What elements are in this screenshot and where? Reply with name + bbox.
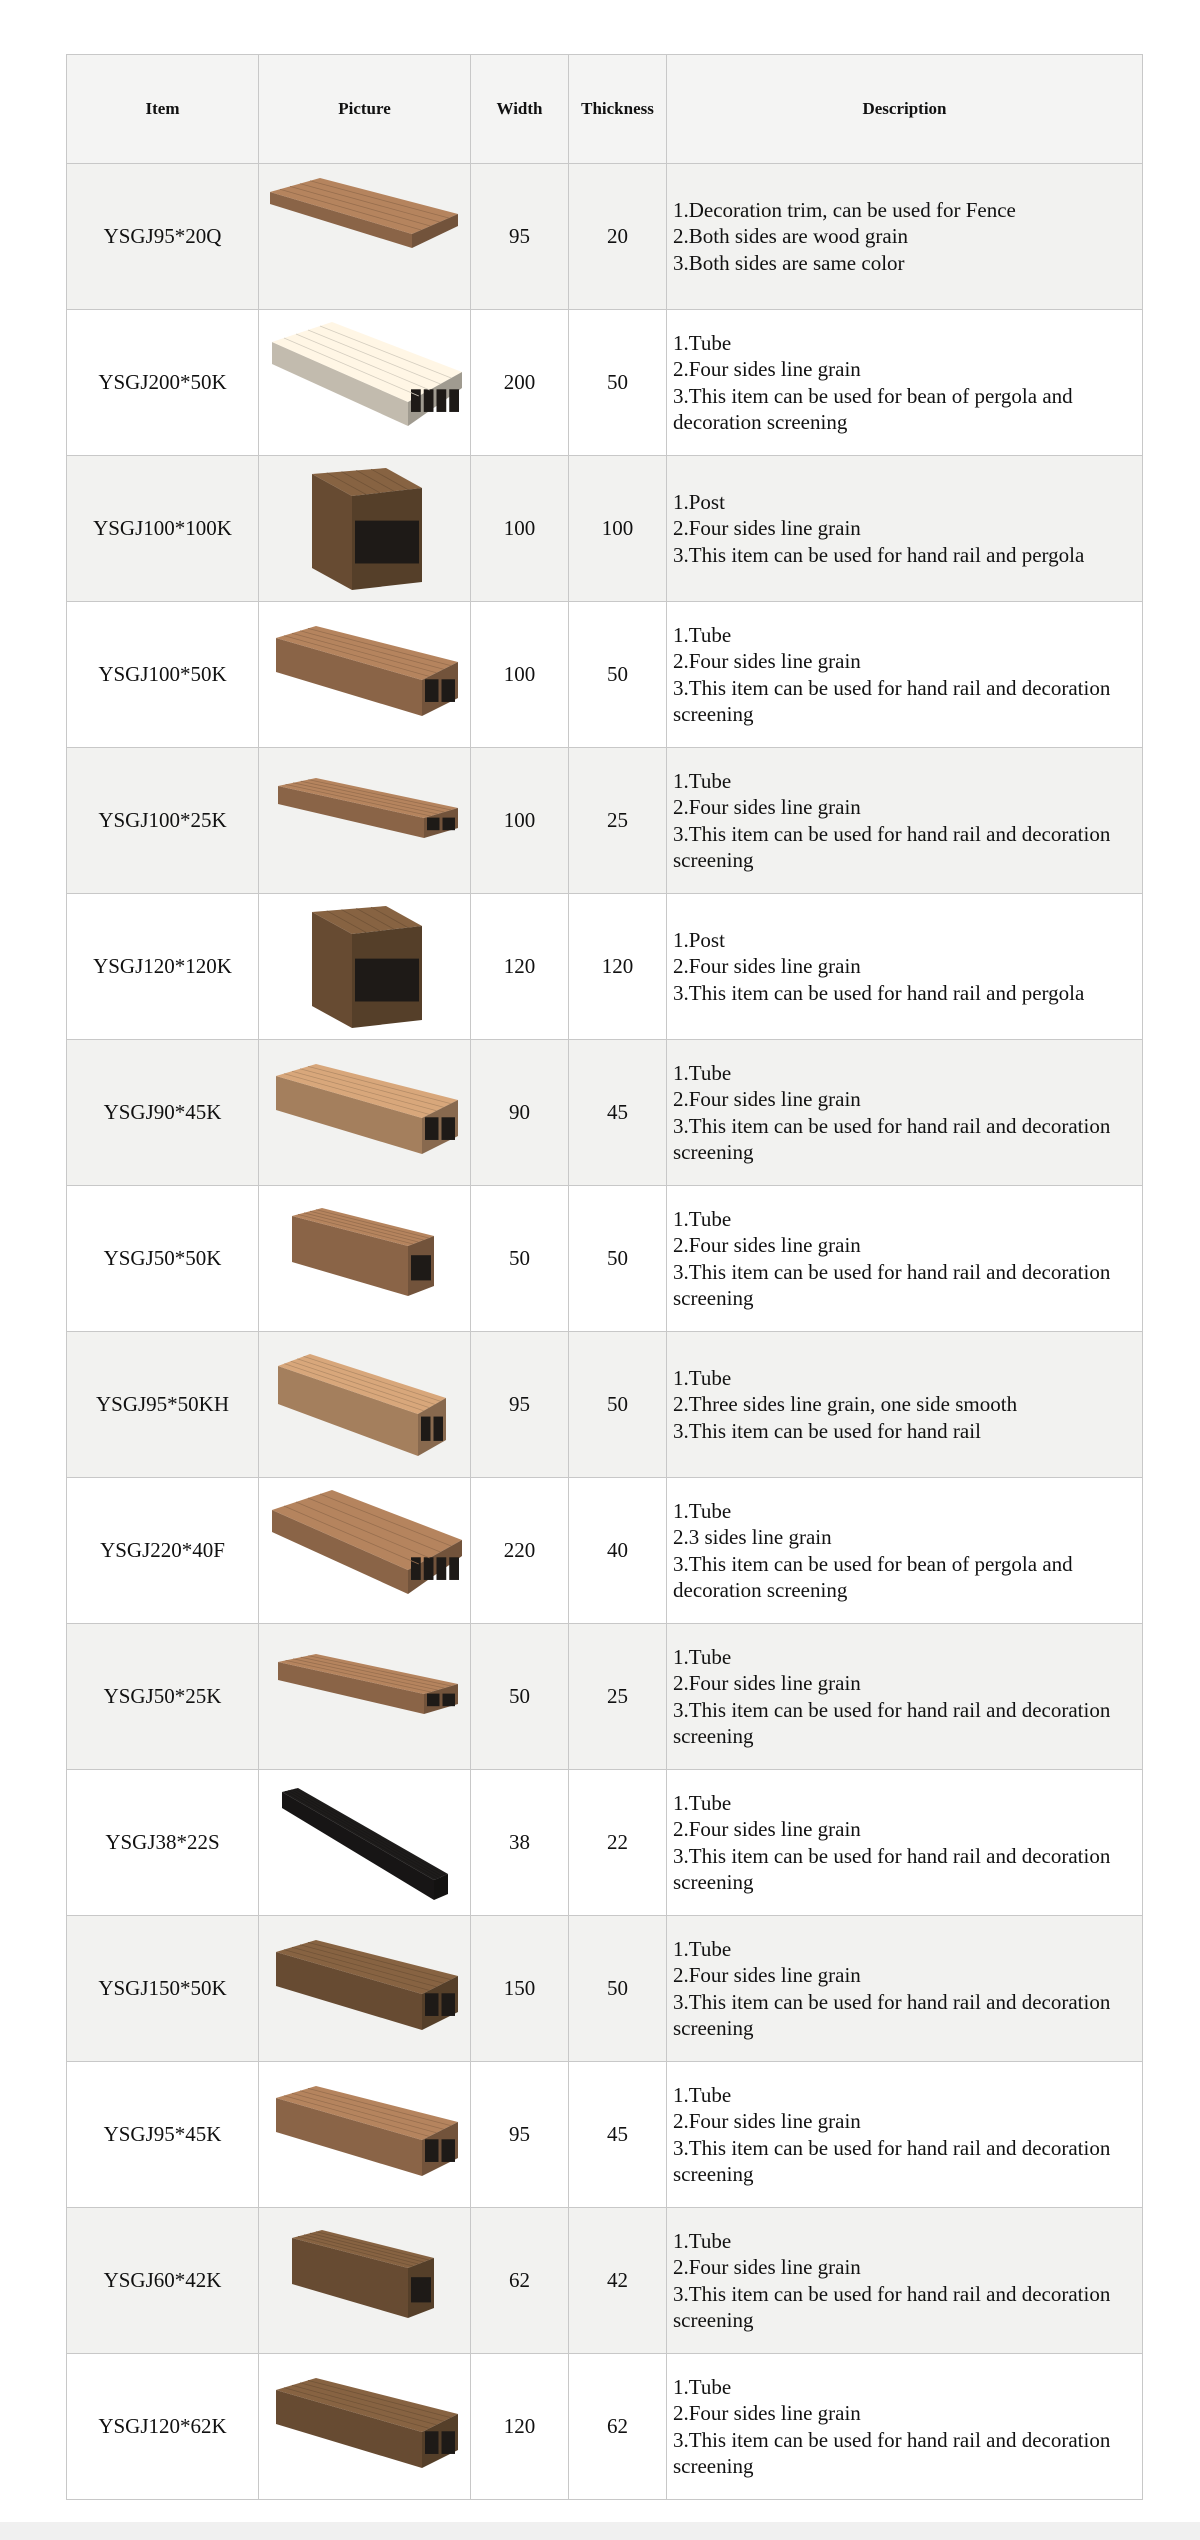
description-line: 1.Post [673, 927, 725, 952]
square-post-icon [262, 464, 468, 594]
width-value: 62 [471, 2208, 569, 2354]
description-line: 2.Four sides line grain [673, 516, 861, 541]
thickness-value: 25 [569, 1624, 667, 1770]
table-row [67, 164, 1143, 310]
product-chamber [423, 1557, 433, 1580]
flat-tube-icon [262, 1632, 468, 1762]
description-line: 1.Tube [673, 330, 732, 355]
product-chamber [441, 1117, 455, 1140]
description-cell [667, 1332, 1143, 1478]
width-value: 90 [471, 1040, 569, 1186]
description-cell [667, 456, 1143, 602]
width-value: 120 [471, 894, 569, 1040]
product-chamber [433, 1416, 443, 1440]
description-line: 3.This item can be used for bean of pergola and decoration screening [673, 1551, 1073, 1602]
product-picture [259, 894, 471, 1040]
table-row [67, 2062, 1143, 2208]
product-chamber [427, 1693, 440, 1706]
product-chamber [427, 817, 440, 830]
product-table [66, 54, 1143, 2500]
width-value: 150 [471, 1916, 569, 2062]
description-cell [667, 2062, 1143, 2208]
item-code: YSGJ120*120K [67, 894, 259, 1040]
product-chamber [425, 2431, 439, 2454]
width-value: 95 [471, 2062, 569, 2208]
description-cell [667, 1624, 1143, 1770]
width-value: 200 [471, 310, 569, 456]
header-row [67, 55, 1143, 164]
description-line: 1.Tube [673, 2374, 732, 2399]
description-line: 3.This item can be used for hand rail and pergola [673, 542, 1085, 567]
item-code: YSGJ100*25K [67, 748, 259, 894]
table-row [67, 1770, 1143, 1916]
product-chamber [436, 1557, 446, 1580]
product-picture [259, 1770, 471, 1916]
product-rows [67, 164, 1143, 2500]
table-row [67, 310, 1143, 456]
thickness-value: 45 [569, 1040, 667, 1186]
description-line: 2.Four sides line grain [673, 2401, 861, 2425]
item-code: YSGJ100*50K [67, 602, 259, 748]
wide-tube-icon [262, 1486, 468, 1616]
product-chamber [355, 958, 419, 1001]
item-code: YSGJ38*22S [67, 1770, 259, 1916]
header-picture: Picture [259, 55, 471, 164]
width-value: 100 [471, 748, 569, 894]
product-picture [259, 1040, 471, 1186]
product-shape-top [282, 1788, 448, 1880]
description-line: 2.Four sides line grain [673, 1233, 861, 1257]
description-cell [667, 748, 1143, 894]
description-line: 1.Tube [673, 1365, 732, 1390]
product-picture [259, 310, 471, 456]
description-line: 1.Tube [673, 1936, 732, 1961]
product-picture [259, 1186, 471, 1332]
product-chamber [425, 1117, 439, 1140]
item-code: YSGJ50*25K [67, 1624, 259, 1770]
thickness-value: 100 [569, 456, 667, 602]
description-cell [667, 602, 1143, 748]
tube-icon [262, 1048, 468, 1178]
description-cell [667, 164, 1143, 310]
handrail-bar-icon [262, 1778, 468, 1908]
product-picture [259, 602, 471, 748]
description-line: 2.Four sides line grain [673, 2255, 861, 2279]
item-code: YSGJ90*45K [67, 1040, 259, 1186]
product-picture [259, 456, 471, 602]
wide-tube-icon [262, 318, 468, 448]
product-picture [259, 1624, 471, 1770]
description-line: 1.Tube [673, 622, 732, 647]
description-cell [667, 2354, 1143, 2500]
thickness-value: 50 [569, 1186, 667, 1332]
thickness-value: 20 [569, 164, 667, 310]
item-code: YSGJ220*40F [67, 1478, 259, 1624]
product-chamber [355, 520, 419, 563]
description-line: 3.This item can be used for hand rail and decoration screening [673, 2281, 1111, 2332]
thickness-value: 50 [569, 1332, 667, 1478]
width-value: 95 [471, 1332, 569, 1478]
product-chamber [411, 1255, 431, 1280]
description-line: 3.Both sides are same color [673, 250, 905, 275]
table-row [67, 2208, 1143, 2354]
description-line: 3.This item can be used for hand rail [673, 1418, 981, 1443]
trim-board-icon [262, 172, 468, 302]
description-line: 2.Four sides line grain [673, 795, 861, 819]
description-line: 3.This item can be used for hand rail and pergola [673, 980, 1085, 1005]
description-line: 2.Four sides line grain [673, 649, 861, 673]
product-picture [259, 1332, 471, 1478]
item-code: YSGJ95*45K [67, 2062, 259, 2208]
thickness-value: 45 [569, 2062, 667, 2208]
product-chamber [442, 817, 455, 830]
description-line: 1.Tube [673, 2228, 732, 2253]
wood-grain-line [285, 1791, 437, 1879]
width-value: 100 [471, 456, 569, 602]
description-line: 3.This item can be used for hand rail and decoration screening [673, 2135, 1111, 2186]
thickness-value: 50 [569, 310, 667, 456]
description-line: 1.Tube [673, 1498, 732, 1523]
product-chamber [425, 2139, 439, 2162]
description-line: 3.This item can be used for hand rail and decoration screening [673, 1843, 1111, 1894]
wood-grain-line [294, 1788, 444, 1874]
square-tube-icon [262, 1194, 468, 1324]
item-code: YSGJ100*100K [67, 456, 259, 602]
thickness-value: 42 [569, 2208, 667, 2354]
table-row [67, 1040, 1143, 1186]
item-code: YSGJ150*50K [67, 1916, 259, 2062]
wood-grain-line [291, 1789, 442, 1876]
table-row [67, 1916, 1143, 2062]
thickness-value: 25 [569, 748, 667, 894]
description-cell [667, 1478, 1143, 1624]
width-value: 95 [471, 164, 569, 310]
product-shape-side [282, 1792, 434, 1900]
product-chamber [449, 389, 459, 412]
product-picture [259, 1916, 471, 2062]
description-line: 3.This item can be used for bean of pergola and decoration screening [673, 383, 1073, 434]
table-row [67, 894, 1143, 1040]
description-line: 1.Tube [673, 1060, 732, 1085]
item-code: YSGJ120*62K [67, 2354, 259, 2500]
width-value: 50 [471, 1186, 569, 1332]
tube-icon [262, 2070, 468, 2200]
width-value: 120 [471, 2354, 569, 2500]
product-chamber [425, 679, 439, 702]
wood-grain-line [288, 1790, 439, 1877]
description-line: 2.Four sides line grain [673, 1087, 861, 1111]
product-chamber [411, 2277, 431, 2302]
description-line: 2.Three sides line grain, one side smooth [673, 1392, 1018, 1417]
description-line: 2.Both sides are wood grain [673, 224, 909, 249]
description-line: 2.Four sides line grain [673, 1963, 861, 1987]
table-row [67, 456, 1143, 602]
thickness-value: 50 [569, 602, 667, 748]
header-thickness: Thickness [569, 55, 667, 164]
description-line: 2.Four sides line grain [673, 357, 861, 381]
table-row [67, 2354, 1143, 2500]
description-cell [667, 1770, 1143, 1916]
flat-tube-icon [262, 756, 468, 886]
width-value: 100 [471, 602, 569, 748]
product-chamber [441, 1993, 455, 2016]
product-picture [259, 2208, 471, 2354]
item-code: YSGJ50*50K [67, 1186, 259, 1332]
handrail-icon [262, 1340, 468, 1470]
product-chamber [449, 1557, 459, 1580]
product-chamber [423, 389, 433, 412]
product-picture [259, 1478, 471, 1624]
description-line: 1.Decoration trim, can be used for Fence [673, 197, 1016, 222]
table-row [67, 1332, 1143, 1478]
product-chamber [436, 389, 446, 412]
description-cell [667, 1916, 1143, 2062]
product-chamber [421, 1416, 431, 1440]
description-cell [667, 310, 1143, 456]
item-code: YSGJ60*42K [67, 2208, 259, 2354]
description-line: 3.This item can be used for hand rail and decoration screening [673, 1259, 1111, 1310]
width-value: 50 [471, 1624, 569, 1770]
product-picture [259, 164, 471, 310]
tube-icon [262, 2362, 468, 2492]
description-line: 2.Four sides line grain [673, 2109, 861, 2133]
thickness-value: 22 [569, 1770, 667, 1916]
description-line: 3.This item can be used for hand rail and decoration screening [673, 1113, 1111, 1164]
description-cell [667, 1040, 1143, 1186]
description-line: 3.This item can be used for hand rail and decoration screening [673, 1989, 1111, 2040]
description-cell [667, 894, 1143, 1040]
tube-icon [262, 1924, 468, 2054]
thickness-value: 50 [569, 1916, 667, 2062]
product-picture [259, 748, 471, 894]
description-line: 1.Tube [673, 1206, 732, 1231]
description-line: 3.This item can be used for hand rail and decoration screening [673, 2427, 1111, 2478]
description-line: 3.This item can be used for hand rail and decoration screening [673, 675, 1111, 726]
product-chamber [411, 389, 421, 412]
thickness-value: 120 [569, 894, 667, 1040]
header-description: Description [667, 55, 1143, 164]
description-line: 3.This item can be used for hand rail and decoration screening [673, 1697, 1111, 1748]
table-row [67, 1186, 1143, 1332]
description-cell [667, 2208, 1143, 2354]
table-row [67, 602, 1143, 748]
product-chamber [411, 1557, 421, 1580]
header-item: Item [67, 55, 259, 164]
description-line: 2.3 sides line grain [673, 1525, 832, 1549]
item-code: YSGJ95*50KH [67, 1332, 259, 1478]
description-line: 1.Tube [673, 2082, 732, 2107]
tube-icon [262, 610, 468, 740]
table-row [67, 748, 1143, 894]
description-line: 2.Four sides line grain [673, 1817, 861, 1841]
table-row [67, 1478, 1143, 1624]
header-width: Width [471, 55, 569, 164]
description-line: 1.Tube [673, 768, 732, 793]
product-chamber [441, 679, 455, 702]
description-line: 3.This item can be used for hand rail and decoration screening [673, 821, 1111, 872]
product-chamber [425, 1993, 439, 2016]
product-chamber [441, 2431, 455, 2454]
description-line: 2.Four sides line grain [673, 1671, 861, 1695]
item-code: YSGJ95*20Q [67, 164, 259, 310]
item-code: YSGJ200*50K [67, 310, 259, 456]
product-chamber [441, 2139, 455, 2162]
square-tube-icon [262, 2216, 468, 2346]
description-cell [667, 1186, 1143, 1332]
description-line: 2.Four sides line grain [673, 954, 861, 979]
square-post-icon [262, 902, 468, 1032]
table-row [67, 1624, 1143, 1770]
product-picture [259, 2062, 471, 2208]
description-line: 1.Tube [673, 1644, 732, 1669]
description-line: 1.Post [673, 489, 725, 514]
product-picture [259, 2354, 471, 2500]
thickness-value: 40 [569, 1478, 667, 1624]
width-value: 220 [471, 1478, 569, 1624]
description-line: 1.Tube [673, 1790, 732, 1815]
thickness-value: 62 [569, 2354, 667, 2500]
product-chamber [442, 1693, 455, 1706]
width-value: 38 [471, 1770, 569, 1916]
